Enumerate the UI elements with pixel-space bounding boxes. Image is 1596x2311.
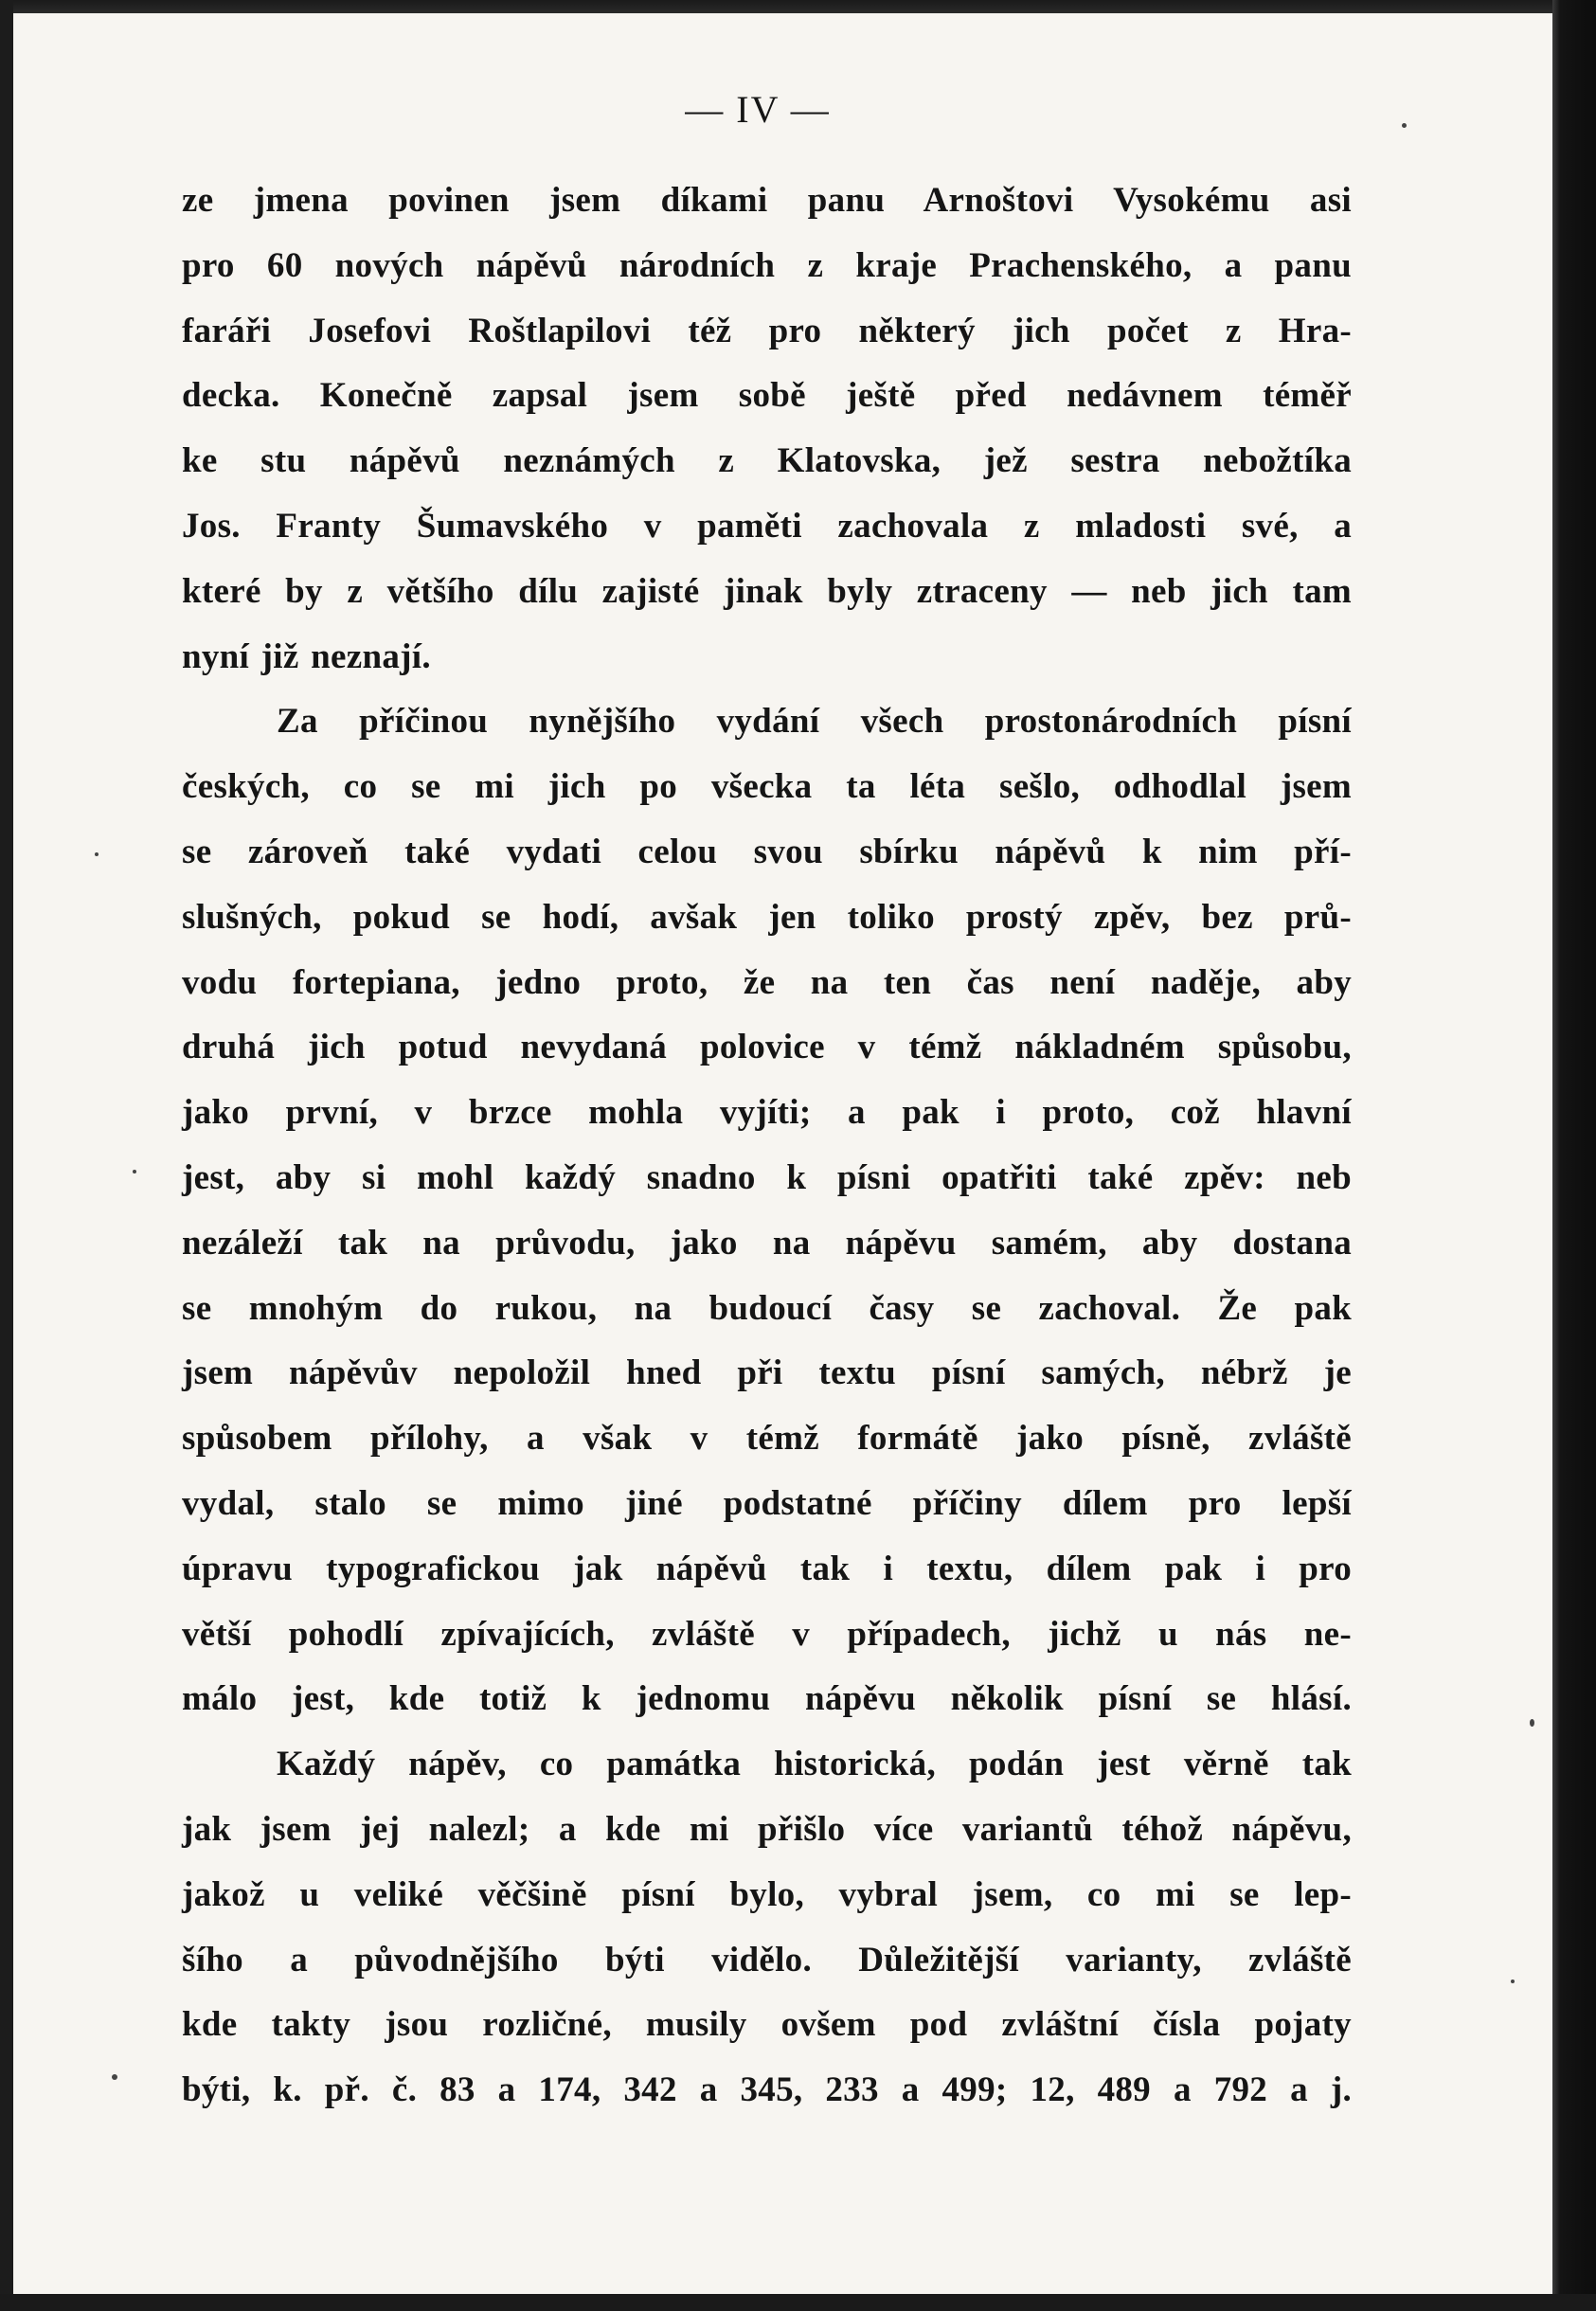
text-line: se zároveň také vydati celou svou sbírku nápěvů k nim pří- <box>182 832 1352 871</box>
text-line: jsem nápěvův nepoložil hned při textu písní samých, nébrž je <box>182 1353 1352 1393</box>
text-line: Každý nápěv, co památka historická, podán jest věrně tak <box>277 1745 1352 1784</box>
scan-edge-left <box>0 0 13 2311</box>
text-line: slušných, pokud se hodí, avšak jen toliko prostý zpěv, bez prů- <box>182 897 1352 937</box>
text-line: nezáleží tak na průvodu, jako na nápěvu samém, aby dostana <box>182 1223 1352 1263</box>
scan-edge-bottom <box>0 2294 1596 2311</box>
scan-speck <box>1530 1719 1534 1727</box>
text-line: ze jmena povinen jsem díkami panu Arnoštovi Vysokému asi <box>182 181 1352 220</box>
text-line: se mnohým do rukou, na budoucí časy se zachoval. Že pak <box>182 1288 1352 1328</box>
scan-edge-right <box>1552 0 1596 2311</box>
text-line: jakož u veliké věčšině písní bylo, vybral jsem, co mi se lep- <box>182 1874 1352 1914</box>
text-line: Za příčinou nynějšího vydání všech prostonárodních písní <box>277 702 1352 742</box>
text-line: ke stu nápěvů neznámých z Klatovska, jež sestra nebožtíka <box>182 441 1352 481</box>
text-line: spůsobem přílohy, a však v témž formátě jako písně, zvláště <box>182 1419 1352 1459</box>
text-line: málo jest, kde totiž k jednomu nápěvu několik písní se hlásí. <box>182 1679 1352 1719</box>
scan-speck <box>1511 1980 1515 1983</box>
page-number-header: — IV — <box>685 88 831 131</box>
text-line: šího a původnějšího býti vidělo. Důležitější varianty, zvláště <box>182 1940 1352 1980</box>
text-line: kde takty jsou rozličné, musily ovšem pod zvláštní čísla pojaty <box>182 2005 1352 2045</box>
text-line: vydal, stalo se mimo jiné podstatné příčiny dílem pro lepší <box>182 1483 1352 1523</box>
text-line: nyní již neznají. <box>182 636 431 676</box>
text-line: českých, co se mi jich po všecka ta léta sešlo, odhodlal jsem <box>182 767 1352 807</box>
text-line: jak jsem jej nalezl; a kde mi přišlo více variantů téhož nápěvu, <box>182 1809 1352 1849</box>
text-line: druhá jich potud nevydaná polovice v témž nákladném spůsobu, <box>182 1028 1352 1067</box>
scan-speck <box>133 1170 136 1173</box>
text-line: úpravu typografickou jak nápěvů tak i textu, dílem pak i pro <box>182 1549 1352 1588</box>
text-line: Jos. Franty Šumavského v paměti zachovala z mladosti své, a <box>182 506 1352 546</box>
text-line: větší pohodlí zpívajících, zvláště v případech, jichž u nás ne- <box>182 1614 1352 1654</box>
scan-speck <box>1402 123 1407 128</box>
body-text <box>182 169 1352 2123</box>
text-line: býti, k. př. č. 83 a 174, 342 a 345, 233 a 499; 12, 489 a 792 a j. <box>182 2070 1352 2110</box>
text-line: vodu fortepiana, jedno proto, že na ten čas není naděje, aby <box>182 962 1352 1002</box>
scan-edge-top <box>0 0 1596 13</box>
text-line: faráři Josefovi Roštlapilovi též pro některý jich počet z Hra- <box>182 311 1352 350</box>
text-line: jest, aby si mohl každý snadno k písni opatřiti také zpěv: neb <box>182 1157 1352 1197</box>
scan-speck <box>112 2074 117 2080</box>
scan-speck <box>95 852 99 856</box>
text-line: decka. Konečně zapsal jsem sobě ještě před nedávnem téměř <box>182 376 1352 416</box>
text-line: pro 60 nových nápěvů národních z kraje Prachenského, a panu <box>182 245 1352 285</box>
text-line: které by z většího dílu zajisté jinak byly ztraceny — neb jich tam <box>182 571 1352 611</box>
text-line: jako první, v brzce mohla vyjíti; a pak i proto, což hlavní <box>182 1093 1352 1133</box>
